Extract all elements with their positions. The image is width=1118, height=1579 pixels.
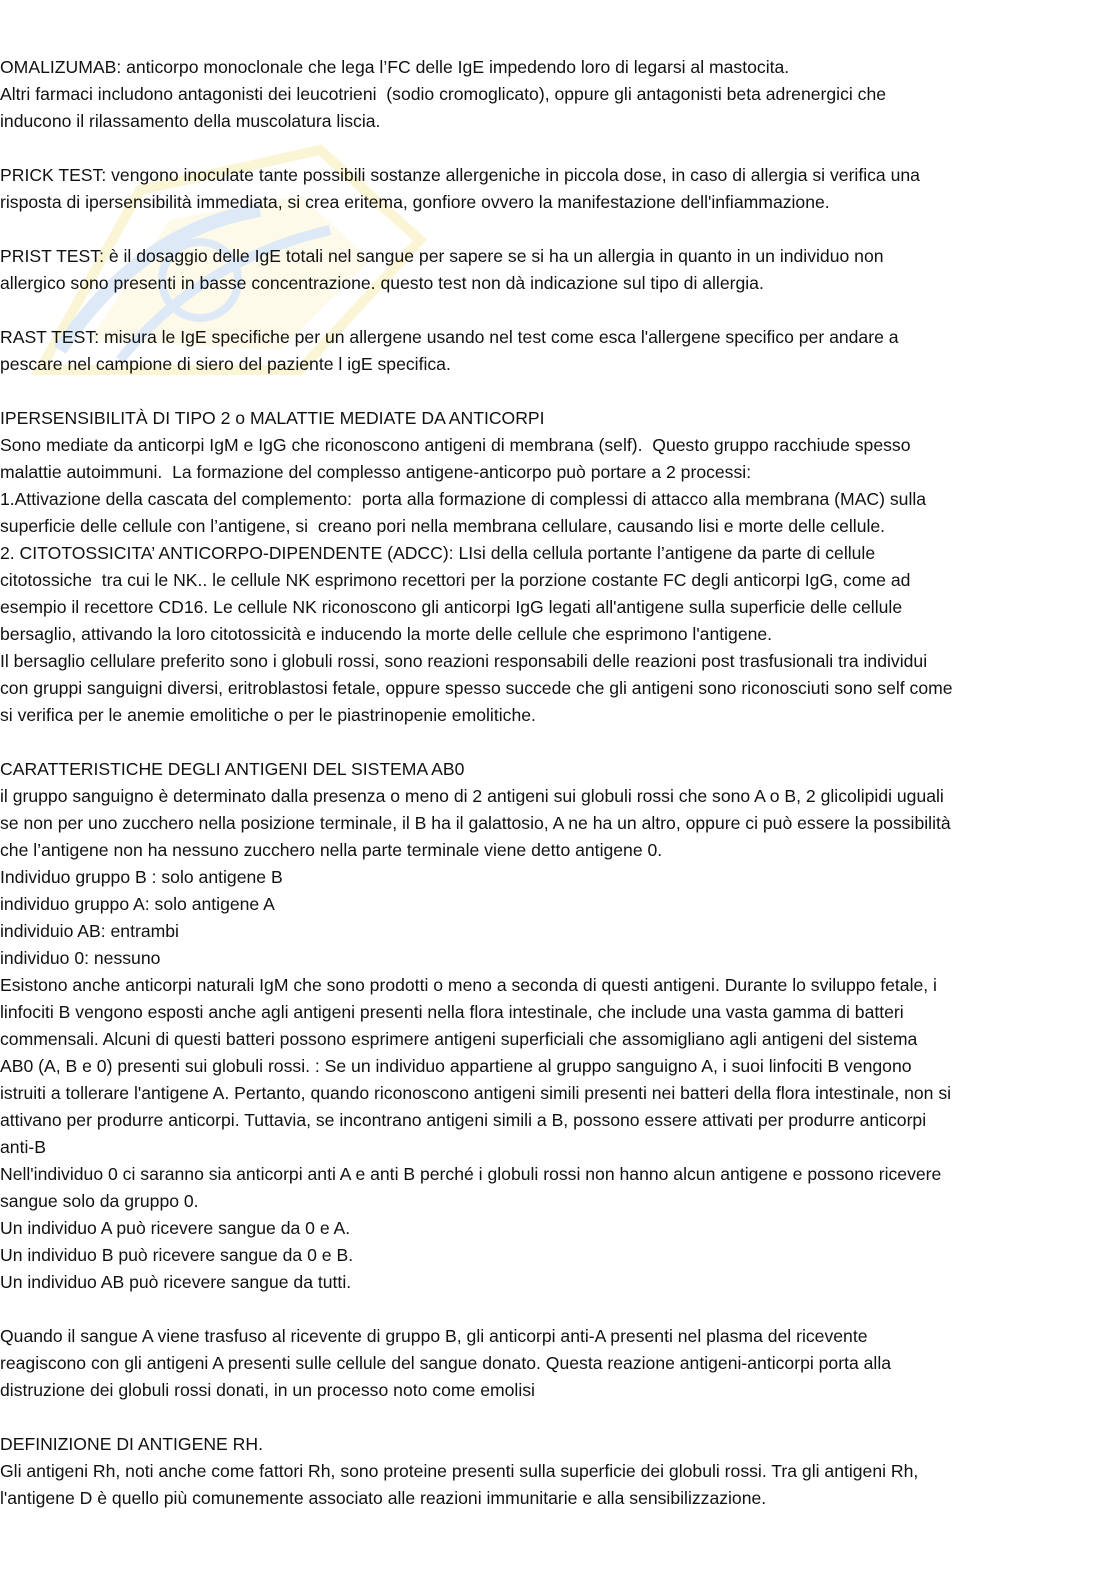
text-line: Altri farmaci includono antagonisti dei leucotrieni (sodio cromoglicato), oppure gli antagonisti beta adrenergici che: [0, 84, 887, 104]
text-line: AB0 (A, B e 0) presenti sui globuli rossi. : Se un individuo appartiene al gruppo sanguigno A, i suoi linfociti B vengono: [0, 1056, 912, 1076]
text-line: Esistono anche anticorpi naturali IgM che sono prodotti o meno a seconda di questi antigeni. Durante lo sviluppo fetale, i: [0, 975, 937, 995]
text-line: bersaglio, attivando la loro citotossicità e inducendo la morte delle cellule che esprimono l'antigene.: [0, 624, 773, 644]
text-line: OMALIZUMAB: anticorpo monoclonale che lega l’FC delle IgE impedendo loro di legarsi al mastocita.: [0, 57, 790, 77]
paragraph-antigene-rh: [0, 1431, 1112, 1512]
document-page: [0, 54, 1112, 1539]
text-line: sangue solo da gruppo 0.: [0, 1191, 199, 1211]
text-line: PRICK TEST: vengono inoculate tante possibili sostanze allergeniche in piccola dose, in caso di allergia si verifica una: [0, 165, 920, 185]
paragraph-omalizumab: [0, 54, 1112, 135]
text-line: 2. CITOTOSSICITA’ ANTICORPO-DIPENDENTE (ADCC): LIsi della cellula portante l’antigene da parte di cellule: [0, 543, 876, 563]
text-line: individuio AB: entrambi: [0, 921, 179, 941]
paragraph-prick-test: [0, 162, 1112, 216]
text-line: Sono mediate da anticorpi IgM e IgG che riconoscono antigeni di membrana (self). Questo gruppo racchiude spesso: [0, 435, 911, 455]
text-line: IPERSENSIBILITÀ DI TIPO 2 o MALATTIE MEDIATE DA ANTICORPI: [0, 408, 545, 428]
text-line: PRIST TEST: è il dosaggio delle IgE totali nel sangue per sapere se si ha un allergia in quanto in un individuo non: [0, 246, 884, 266]
text-line: CARATTERISTICHE DEGLI ANTIGENI DEL SISTEMA AB0: [0, 759, 465, 779]
text-line: citotossiche tra cui le NK.. le cellule NK esprimono recettori per la porzione costante FC degli anticorpi IgG, come ad: [0, 570, 911, 590]
text-line: esempio il recettore CD16. Le cellule NK riconoscono gli anticorpi IgG legati all'antigene sulla superficie delle cellule: [0, 597, 903, 617]
text-line: Quando il sangue A viene trasfuso al ricevente di gruppo B, gli anticorpi anti-A presenti nel plasma del ricevente: [0, 1326, 868, 1346]
text-line: Un individuo AB può ricevere sangue da tutti.: [0, 1272, 352, 1292]
text-line: reagiscono con gli antigeni A presenti sulle cellule del sangue donato. Questa reazione antigeni-anticorpi porta alla: [0, 1353, 892, 1373]
text-line: Il bersaglio cellulare preferito sono i globuli rossi, sono reazioni responsabili delle reazioni post trasfusionali tra individui: [0, 651, 928, 671]
text-line: linfociti B vengono esposti anche agli antigeni presenti nella flora intestinale, che include una vasta gamma di batteri: [0, 1002, 904, 1022]
text-line: 1.Attivazione della cascata del complemento: porta alla formazione di complessi di attacco alla membrana (MAC) sulla: [0, 489, 927, 509]
text-line: istruiti a tollerare l'antigene A. Pertanto, quando riconoscono antigeni simili presenti nei batteri della flora intestinale, non si: [0, 1083, 952, 1103]
text-line: risposta di ipersensibilità immediata, si crea eritema, gonfiore ovvero la manifestazione dell'infiammazione.: [0, 192, 830, 212]
text-line: attivano per produrre anticorpi. Tuttavia, se incontrano antigeni simili a B, possono essere attivati per produrre anticorpi: [0, 1110, 927, 1130]
paragraph-ipersensibilita-tipo-2: [0, 405, 1112, 729]
text-line: con gruppi sanguigni diversi, eritroblastosi fetale, oppure spesso succede che gli antigeni sono riconosciuti sono self come: [0, 678, 953, 698]
text-line: Un individuo B può ricevere sangue da 0 e B.: [0, 1245, 354, 1265]
paragraph-rast-test: [0, 324, 1112, 378]
text-line: superficie delle cellule con l’antigene, si creano pori nella membrana cellulare, causando lisi e morte delle cellule.: [0, 516, 886, 536]
text-line: malattie autoimmuni. La formazione del complesso antigene-anticorpo può portare a 2 processi:: [0, 462, 752, 482]
text-line: Un individuo A può ricevere sangue da 0 e A.: [0, 1218, 351, 1238]
text-line: inducono il rilassamento della muscolatura liscia.: [0, 111, 381, 131]
text-line: RAST TEST: misura le IgE specifiche per un allergene usando nel test come esca l'allergene specifico per andare a: [0, 327, 899, 347]
text-line: Gli antigeni Rh, noti anche come fattori Rh, sono proteine presenti sulla superficie dei globuli rossi. Tra gli antigeni Rh,: [0, 1461, 919, 1481]
text-line: l'antigene D è quello più comunemente associato alle reazioni immunitarie e alla sensibilizzazione.: [0, 1488, 767, 1508]
text-line: individuo gruppo A: solo antigene A: [0, 894, 275, 914]
text-line: se non per uno zucchero nella posizione terminale, il B ha il galattosio, A ne ha un altro, oppure ci può essere la possibilità: [0, 813, 951, 833]
text-line: DEFINIZIONE DI ANTIGENE RH.: [0, 1434, 263, 1454]
text-line: individuo 0: nessuno: [0, 948, 161, 968]
paragraph-prist-test: [0, 243, 1112, 297]
text-line: si verifica per le anemie emolitiche o per le piastrinopenie emolitiche.: [0, 705, 536, 725]
text-line: commensali. Alcuni di questi batteri possono esprimere antigeni superficiali che assomigliano agli antigeni del sistema: [0, 1029, 918, 1049]
text-line: anti-B: [0, 1137, 46, 1157]
text-line: Nell'individuo 0 ci saranno sia anticorpi anti A e anti B perché i globuli rossi non hanno alcun antigene e possono ricevere: [0, 1164, 942, 1184]
text-line: che l’antigene non ha nessuno zucchero nella parte terminale viene detto antigene 0.: [0, 840, 663, 860]
paragraph-emolisi: [0, 1323, 1112, 1404]
text-line: Individuo gruppo B : solo antigene B: [0, 867, 283, 887]
paragraph-antigeni-ab0: [0, 756, 1112, 1296]
text-line: il gruppo sanguigno è determinato dalla presenza o meno di 2 antigeni sui globuli rossi che sono A o B, 2 glicolipidi uguali: [0, 786, 944, 806]
text-line: allergico sono presenti in basse concentrazione. questo test non dà indicazione sul tipo di allergia.: [0, 273, 764, 293]
text-line: distruzione dei globuli rossi donati, in un processo noto come emolisi: [0, 1380, 535, 1400]
text-line: pescare nel campione di siero del paziente l igE specifica.: [0, 354, 451, 374]
